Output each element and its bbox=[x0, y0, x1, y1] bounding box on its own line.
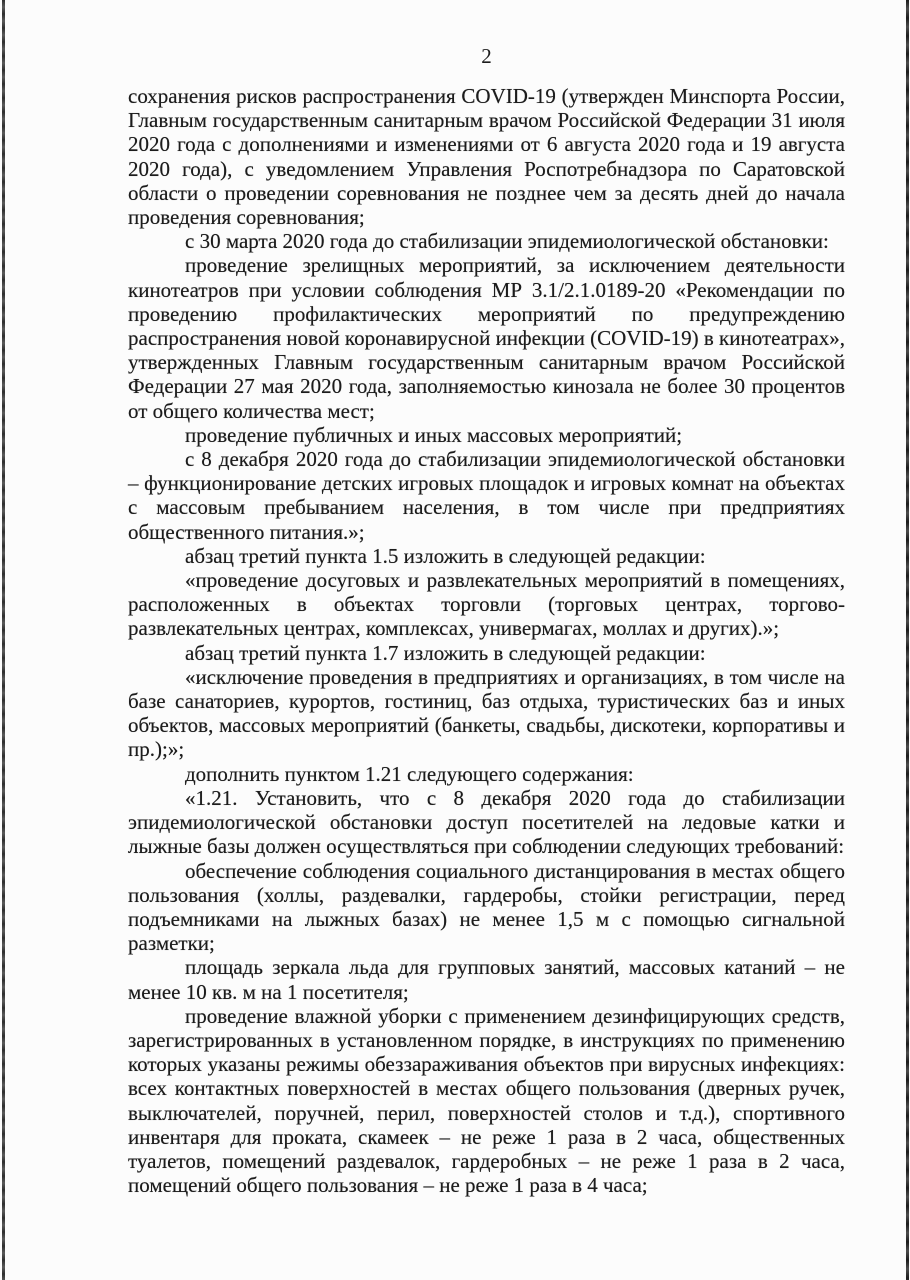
scan-edge-left bbox=[2, 0, 5, 1280]
paragraph: проведение публичных и иных массовых мероприятий; bbox=[185, 422, 683, 447]
paragraph: проведение зрелищных мероприятий, за исключением деятельности кинотеатров при условии соблюдения МР 3.1/2.1.0189-20 «Рекомендации по проведению профилактических мероприятий по предупреждению распространения новой коронавирусной инфекции (COVID-19) в кинотеатрах», утвержденных Главным государственным санитарным врачом Российской Федерации 27 мая 2020 года, заполняемостью кинозала не более 30 процентов от общего количества мест; bbox=[128, 253, 845, 423]
paragraph: проведение влажной уборки с применением дезинфицирующих средств, зарегистрированных в установленном порядке, в инструкциях по применению которых указаны режимы обеззараживания объектов при вирусных инфекциях: всех контактных поверхностей в местах общего пользования (дверных ручек, выключателей, поручней, перил, поверхностей столов и т.д.), спортивного инвентаря для проката, скамеек – не реже 1 раза в 2 часа, общественных туалетов, помещений раздевалок, гардеробных – не реже 1 раза в 2 часа, помещений общего пользования – не реже 1 раза в 4 часа; bbox=[128, 1003, 845, 1198]
paragraph: сохранения рисков распространения COVID-19 (утвержден Минспорта России, Главным государственным санитарным врачом Российской Федерации 31 июля 2020 года с дополнениями и изменениями от 6 августа 2020 года и 19 августа 2020 года), с уведомлением Управления Роспотребнадзора по Саратовской области о проведении соревнования не позднее чем за десять дней до начала проведения соревнования; bbox=[128, 84, 845, 230]
paragraph: абзац третий пункта 1.5 изложить в следующей редакции: bbox=[185, 543, 706, 568]
document-body bbox=[128, 84, 845, 1197]
paragraph: площадь зеркала льда для групповых занятий, массовых катаний – не менее 10 кв. м на 1 посетителя; bbox=[128, 955, 845, 1004]
paragraph: обеспечение соблюдения социального дистанцирования в местах общего пользования (холлы, раздевалки, гардеробы, стойки регистрации, перед подъемниками на лыжных базах) не менее 1,5 м с помощью сигнальной разметки; bbox=[128, 858, 845, 956]
page-number: 2 bbox=[481, 44, 492, 68]
scan-edge-right bbox=[906, 0, 909, 1280]
paragraph: «исключение проведения в предприятиях и организациях, в том числе на базе санаториев, курортов, гостиниц, баз отдыха, туристических баз и иных объектов, массовых мероприятий (банкеты, свадьбы, дискотеки, корпоративы и пр.);»; bbox=[128, 664, 845, 762]
paragraph: с 8 декабря 2020 года до стабилизации эпидемиологической обстановки – функционирование детских игровых площадок и игровых комнат на объектах с массовым пребыванием населения, в том числе при предприятиях общественного питания.»; bbox=[128, 447, 845, 544]
paragraph: «1.21. Установить, что с 8 декабря 2020 года до стабилизации эпидемиологической обстановки доступ посетителей на ледовые катки и лыжные базы должен осуществляться при соблюдении следующих требований: bbox=[128, 785, 845, 859]
paragraph: абзац третий пункта 1.7 изложить в следующей редакции: bbox=[185, 640, 706, 665]
paragraph: «проведение досуговых и развлекательных мероприятий в помещениях, расположенных в объектах торговли (торговых центрах, торгово-развлекательных центрах, комплексах, универмагах, моллах и других).»; bbox=[128, 568, 845, 641]
paragraph: дополнить пунктом 1.21 следующего содержания: bbox=[185, 761, 634, 786]
paragraph: с 30 марта 2020 года до стабилизации эпидемиологической обстановки: bbox=[185, 229, 829, 254]
